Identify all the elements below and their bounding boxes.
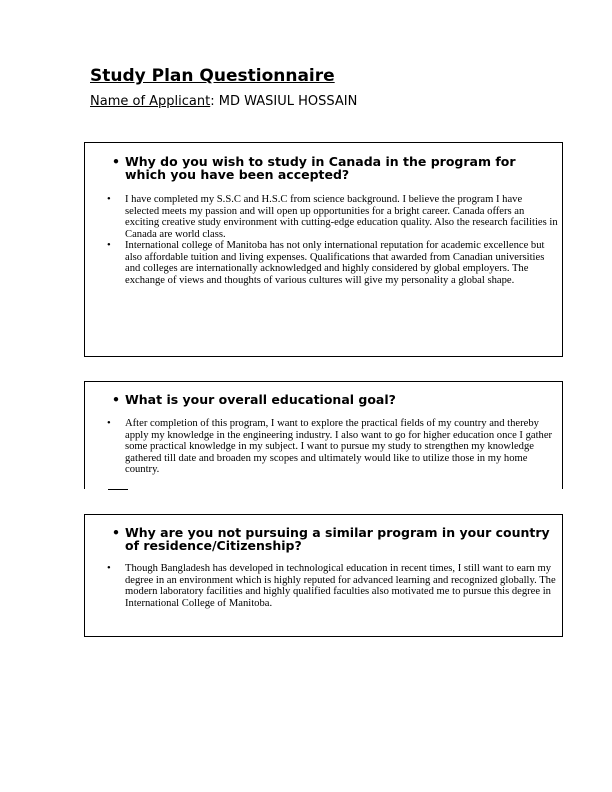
bullet-icon: • <box>107 418 111 429</box>
question-2-text: What is your overall educational goal? <box>125 392 396 407</box>
question-1-text: Why do you wish to study in Canada in the program for which you have been accepted? <box>125 154 516 182</box>
bullet-icon: • <box>112 154 120 169</box>
applicant-separator: : <box>210 94 219 109</box>
answer-text: I have completed my S.S.C and H.S.C from science background. I believe the program I have selected meets my passion and will open up opportunities for a bright career. Canada offers an exciting creative study environment with cutting-edge education quality. Also the research facilities in Canada are world class. <box>125 194 558 240</box>
question-box-1 <box>84 142 563 357</box>
list-item <box>107 240 558 286</box>
question-1 <box>112 154 552 182</box>
applicant-line <box>90 94 357 109</box>
question-2 <box>112 392 552 407</box>
question-3-text: Why are you not pursuing a similar program in your country of residence/Citizenship? <box>125 525 550 553</box>
question-3 <box>112 525 552 553</box>
answer-list-1 <box>107 194 558 286</box>
list-item <box>107 194 558 240</box>
answer-list-3 <box>107 563 558 609</box>
list-item <box>107 563 558 609</box>
bullet-icon: • <box>112 525 120 540</box>
applicant-label: Name of Applicant <box>90 94 211 109</box>
answer-text: After completion of this program, I want to explore the practical fields of my country and thereby apply my knowledge in the engineering industry. I also want to go for higher education once I gather some practical knowledge in my subject. I want to pursue my study to strengthen my knowledge gathered till date and broaden my scopes and ultimately would like to utilize those in my home country. <box>125 418 553 475</box>
question-box-3 <box>84 514 563 637</box>
bullet-icon: • <box>112 392 120 407</box>
applicant-name: MD WASIUL HOSSAIN <box>218 94 358 109</box>
box-2-bottom-stub <box>108 489 128 490</box>
answer-list-2 <box>107 418 558 476</box>
question-box-2 <box>84 381 563 489</box>
bullet-icon: • <box>107 194 111 205</box>
document-title: Study Plan Questionnaire <box>90 66 335 86</box>
answer-text: Though Bangladesh has developed in technological education in recent times, I still want to earn my degree in an environment which is highly reputed for advanced learning and recognized globally. The modern laboratory facilities and highly qualified faculties also motivated me to pursue this degree in International College of Manitoba. <box>125 563 556 609</box>
answer-text: International college of Manitoba has not only international reputation for academic excellence but also affordable tuition and living expenses. Qualifications that awarded from Canadian universities and colleges are internationally acknowledged and highly considered by global employers. The exchange of views and thoughts of various cultures will give my personality a global shape. <box>125 240 545 286</box>
bullet-icon: • <box>107 240 111 251</box>
list-item <box>107 418 558 476</box>
bullet-icon: • <box>107 563 111 574</box>
